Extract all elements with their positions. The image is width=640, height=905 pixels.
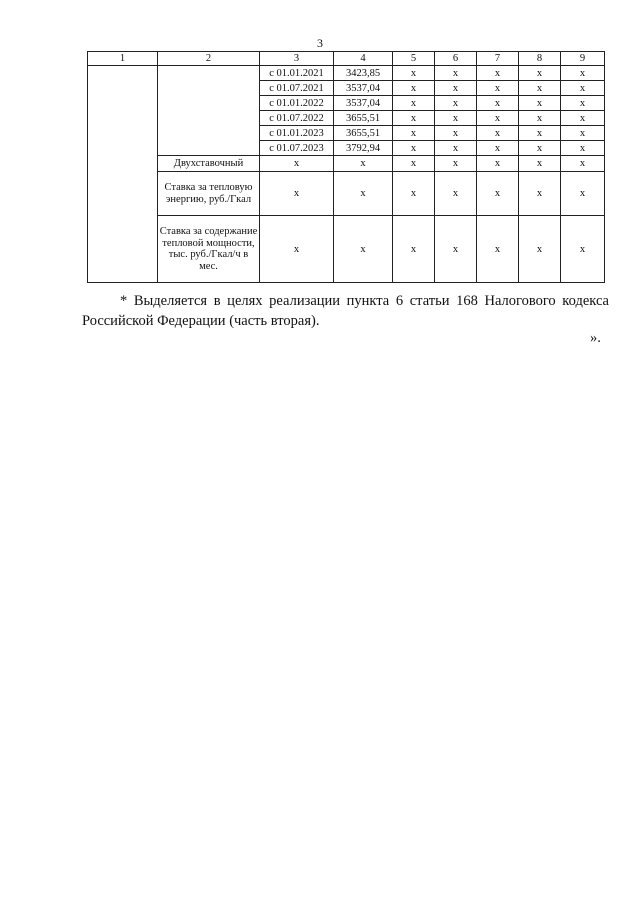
- table-cell: х: [519, 81, 561, 96]
- table-cell: х: [477, 66, 519, 81]
- table-cell: х: [477, 81, 519, 96]
- empty-cell: [158, 66, 260, 156]
- column-header: 3: [260, 52, 334, 66]
- table-cell: х: [260, 172, 334, 216]
- energy-rate-label: Ставка за тепловую энергию, руб./Гкал: [158, 172, 260, 216]
- table-cell: х: [519, 96, 561, 111]
- table-cell: х: [561, 172, 605, 216]
- period-date-cell: с 01.01.2023: [260, 126, 334, 141]
- table-cell: х: [561, 66, 605, 81]
- table-cell: х: [519, 141, 561, 156]
- period-date-cell: с 01.07.2021: [260, 81, 334, 96]
- table-cell: х: [519, 172, 561, 216]
- column-header: 5: [393, 52, 435, 66]
- table-row: [88, 66, 605, 81]
- table-cell: х: [393, 111, 435, 126]
- table-row: [88, 216, 605, 283]
- table-cell: х: [334, 216, 393, 283]
- table-cell: х: [477, 156, 519, 172]
- table-cell: х: [519, 66, 561, 81]
- table-cell: х: [561, 126, 605, 141]
- table-cell: х: [561, 141, 605, 156]
- table-cell: х: [477, 172, 519, 216]
- table-cell: х: [519, 126, 561, 141]
- table-cell: х: [561, 81, 605, 96]
- footnote: * Выделяется в целях реализации пункта 6 статьи 168 Налогового кодекса Российской Федерации (часть вторая).: [82, 293, 609, 329]
- power-rate-label: Ставка за содержание тепловой мощности, тыс. руб./Гкал/ч в мес.: [158, 216, 260, 283]
- table-cell: х: [519, 216, 561, 283]
- tariff-value-cell: 3655,51: [334, 126, 393, 141]
- table-cell: х: [435, 66, 477, 81]
- page-number: 3: [317, 36, 323, 50]
- column-header: 8: [519, 52, 561, 66]
- table-cell: х: [435, 141, 477, 156]
- table-cell: х: [393, 141, 435, 156]
- table-cell: х: [561, 216, 605, 283]
- table-cell: х: [561, 96, 605, 111]
- period-date-cell: с 01.01.2022: [260, 96, 334, 111]
- table-cell: х: [435, 156, 477, 172]
- table-cell: х: [393, 81, 435, 96]
- table-cell: х: [393, 96, 435, 111]
- column-header: 6: [435, 52, 477, 66]
- table-cell: х: [435, 216, 477, 283]
- table-cell: х: [477, 216, 519, 283]
- column-header: 9: [561, 52, 605, 66]
- period-date-cell: с 01.01.2021: [260, 66, 334, 81]
- table-cell: х: [334, 156, 393, 172]
- table-cell: х: [393, 126, 435, 141]
- table-cell: х: [393, 216, 435, 283]
- table-cell: х: [393, 172, 435, 216]
- table-row: [88, 172, 605, 216]
- table-row: [88, 156, 605, 172]
- period-date-cell: с 01.07.2022: [260, 111, 334, 126]
- table-cell: х: [334, 172, 393, 216]
- period-date-cell: с 01.07.2023: [260, 141, 334, 156]
- table-cell: х: [393, 156, 435, 172]
- table-header-row: [88, 52, 605, 66]
- table-cell: х: [519, 111, 561, 126]
- empty-cell: [88, 66, 158, 283]
- table-cell: х: [260, 156, 334, 172]
- table-cell: х: [477, 126, 519, 141]
- table-cell: х: [519, 156, 561, 172]
- tariff-value-cell: 3655,51: [334, 111, 393, 126]
- column-header: 4: [334, 52, 393, 66]
- tariff-value-cell: 3792,94: [334, 141, 393, 156]
- tariff-value-cell: 3423,85: [334, 66, 393, 81]
- column-header: 1: [88, 52, 158, 66]
- column-header: 7: [477, 52, 519, 66]
- column-header: 2: [158, 52, 260, 66]
- table-cell: х: [435, 126, 477, 141]
- table-cell: х: [477, 96, 519, 111]
- table-cell: х: [435, 81, 477, 96]
- closing-quote-mark: ».: [590, 330, 601, 346]
- table-cell: х: [477, 141, 519, 156]
- tariff-value-cell: 3537,04: [334, 81, 393, 96]
- table-cell: х: [435, 172, 477, 216]
- two-part-tariff-label: Двухставочный: [158, 156, 260, 172]
- tariff-value-cell: 3537,04: [334, 96, 393, 111]
- table-cell: х: [561, 156, 605, 172]
- table-cell: х: [260, 216, 334, 283]
- tariff-table: [87, 51, 605, 283]
- table-cell: х: [477, 111, 519, 126]
- table-cell: х: [435, 96, 477, 111]
- table-cell: х: [435, 111, 477, 126]
- table-cell: х: [561, 111, 605, 126]
- table-cell: х: [393, 66, 435, 81]
